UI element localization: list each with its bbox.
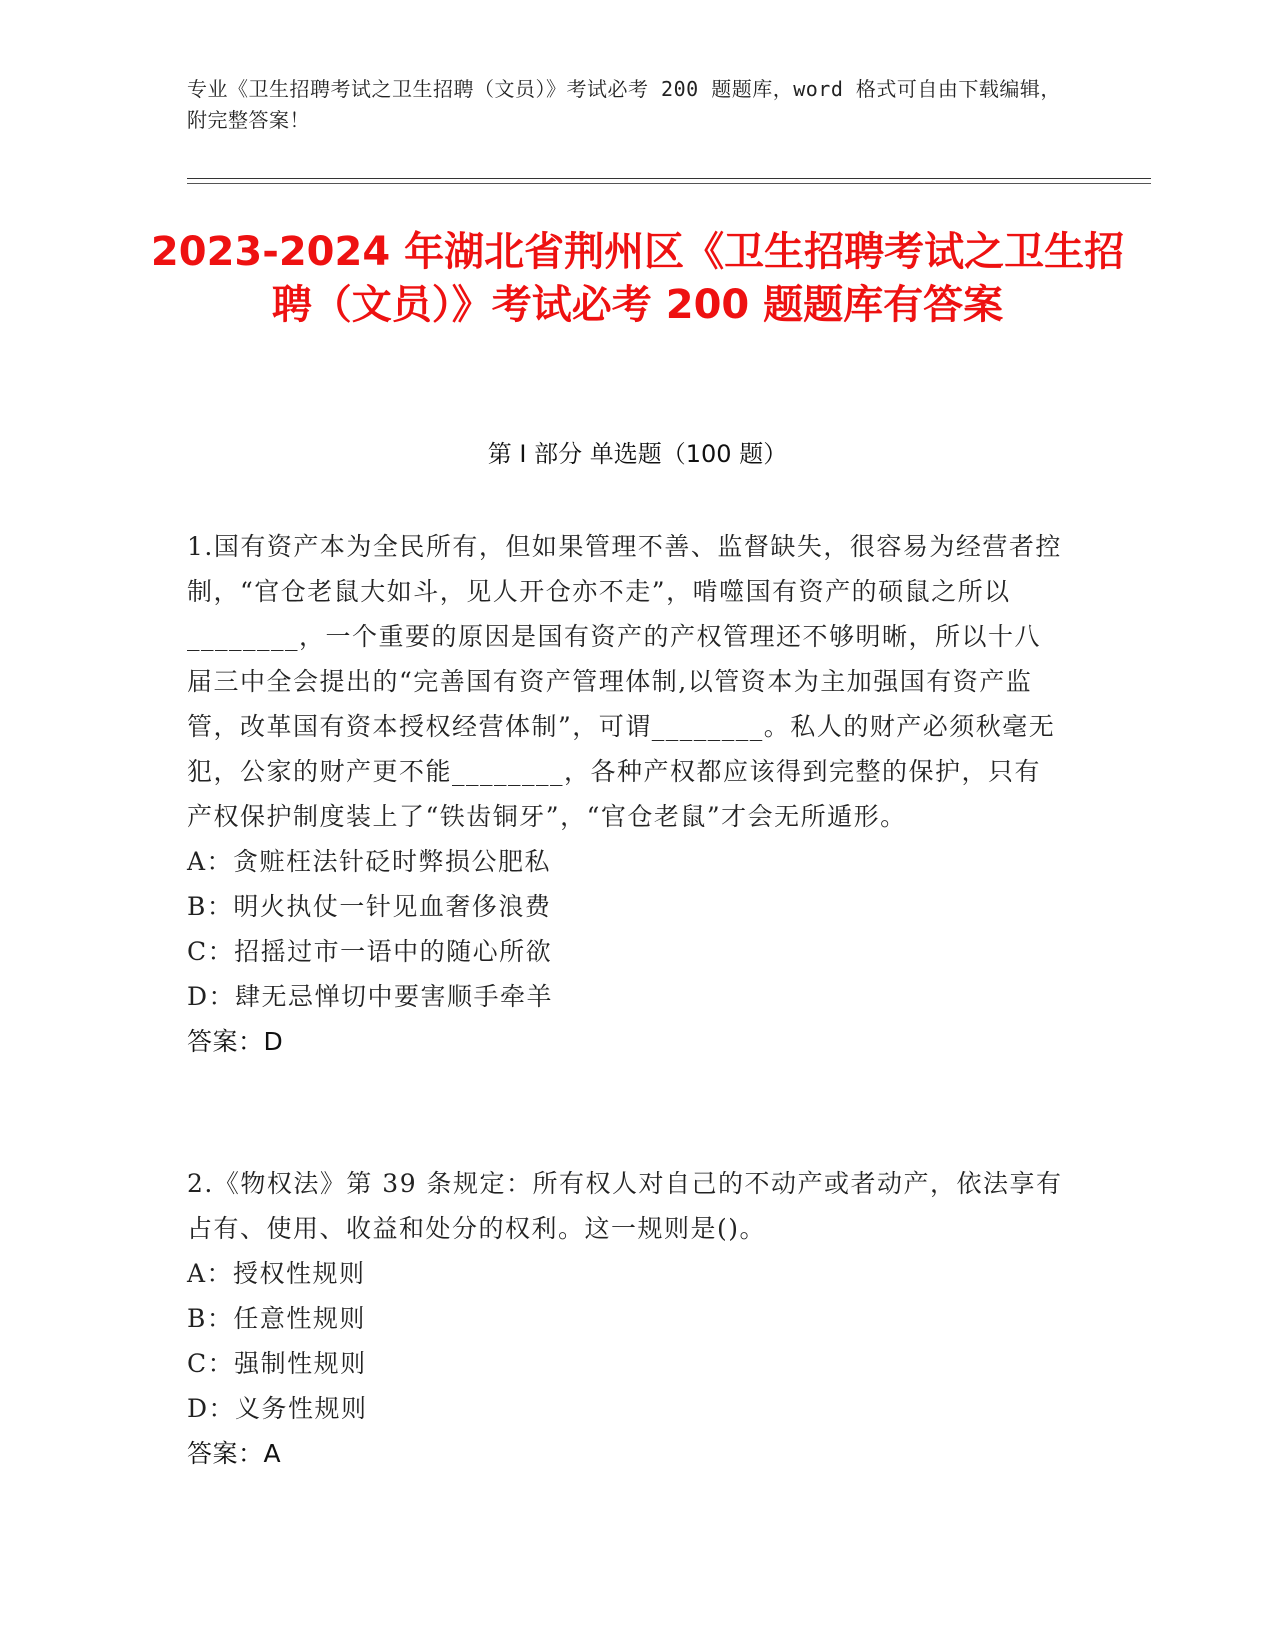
answer-line: 答案：D (187, 1027, 284, 1056)
question-2 (187, 1161, 1067, 1476)
section-heading: 第 I 部分 单选题（100 题） (487, 440, 788, 468)
header-divider-thin (187, 183, 1151, 184)
option-c: C：招摇过市一语中的随心所欲 (187, 937, 553, 966)
option-b: B：明火执仗一针见血奢侈浪费 (187, 892, 552, 921)
question-stem: 2.《物权法》第 39 条规定：所有权人对自己的不动产或者动产，依法享有占有、使用、收益和处分的权利。这一规则是()。 (187, 1169, 1063, 1243)
document-title: 2023-2024 年湖北省荆州区《卫生招聘考试之卫生招聘（文员）》考试必考 200 题题库有答案 (150, 229, 1125, 328)
option-b: B：任意性规则 (187, 1304, 366, 1333)
option-c: C：强制性规则 (187, 1349, 367, 1378)
header-note: 专业《卫生招聘考试之卫生招聘（文员）》考试必考 200 题题库，word 格式可自由下载编辑，附完整答案！ (187, 77, 1061, 132)
option-a: A：授权性规则 (187, 1259, 366, 1288)
question-1 (187, 524, 1067, 1064)
answer-line: 答案：A (187, 1439, 282, 1468)
option-d: D：肆无忌惮切中要害顺手牵羊 (187, 982, 554, 1011)
question-stem: 1.国有资产本为全民所有，但如果管理不善、监督缺失，很容易为经营者控制，“官仓老鼠大如斗，见人开仓亦不走”，啃噬国有资产的硕鼠之所以________，一个重要的原因是国有资产的产权管理还不够明晰，所以十八届三中全会提出的“完善国有资产管理体制,以管资本为主加强国有资产监管，改革国有资本授权经营体制”，可谓________。私人的财产必须秋毫无犯，公家的财产更不能________，各种产权都应该得到完整的保护，只有产权保护制度装上了“铁齿铜牙”，“官仓老鼠”才会无所遁形。 (187, 532, 1062, 831)
option-a: A：贪赃枉法针砭时弊损公肥私 (187, 847, 552, 876)
option-d: D：义务性规则 (187, 1394, 368, 1423)
header-divider-thick (187, 178, 1151, 179)
